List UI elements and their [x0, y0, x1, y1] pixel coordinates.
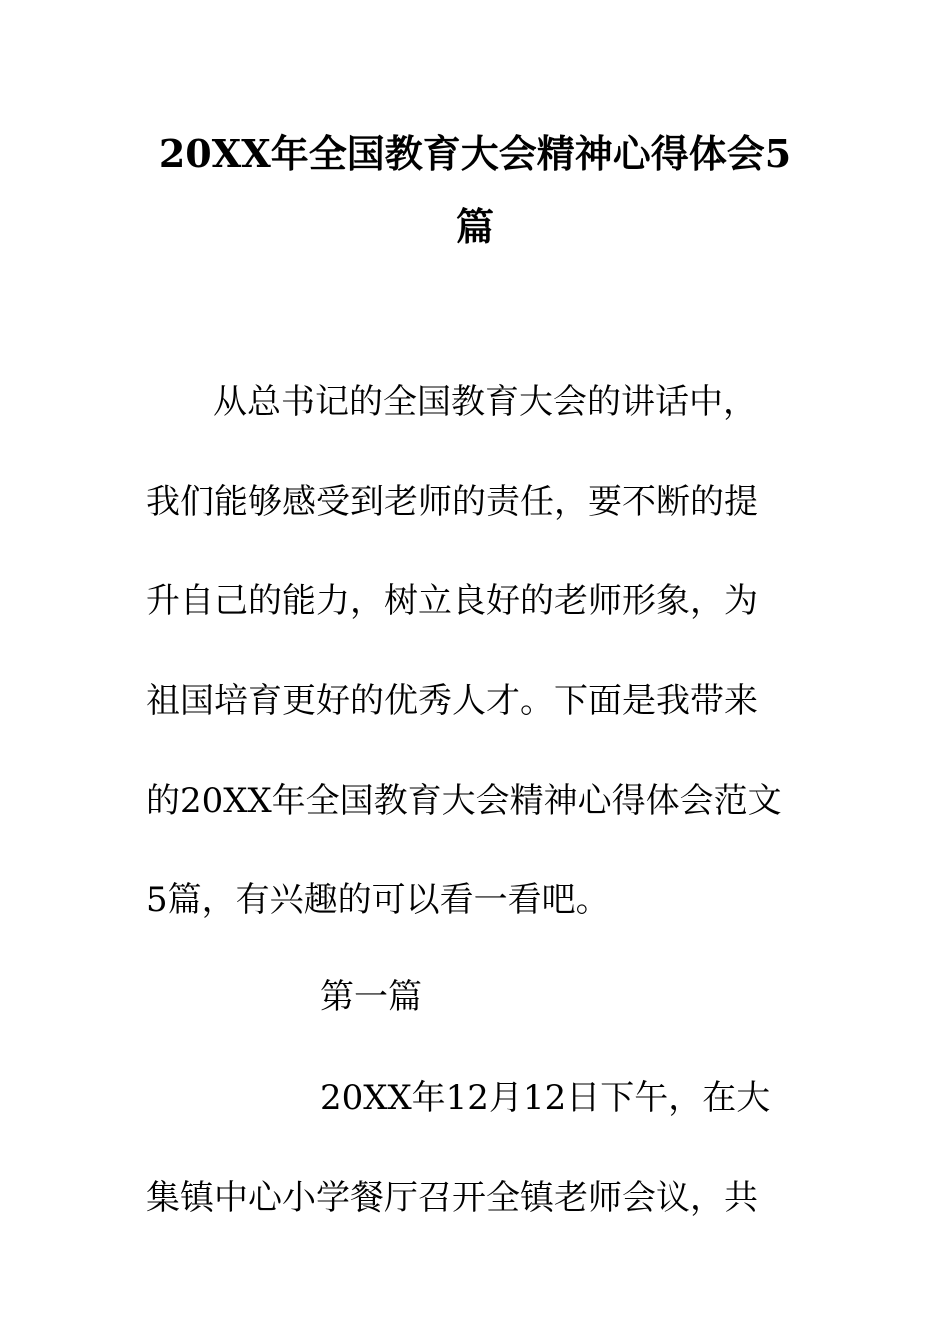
intro-line-6: 5篇，有兴趣的可以看一看吧。 — [146, 880, 610, 920]
intro-line-3: 升自己的能力，树立良好的老师形象，为 — [146, 581, 758, 621]
document-title-line-2: 篇 — [455, 204, 494, 249]
section-body-line-1: 20XX年12月12日下午，在大 — [320, 1078, 771, 1118]
intro-line-5: 的20XX年全国教育大会精神心得体会范文 — [146, 781, 782, 821]
intro-line-2: 我们能够感受到老师的责任，要不断的提 — [146, 482, 758, 522]
intro-line-1: 从总书记的全国教育大会的讲话中， — [213, 382, 757, 422]
document-title-line-1: 20XX年全国教育大会精神心得体会5 — [158, 131, 792, 176]
section-body-line-2: 集镇中心小学餐厅召开全镇老师会议，共 — [146, 1178, 758, 1218]
intro-line-4: 祖国培育更好的优秀人才。下面是我带来 — [146, 681, 758, 721]
section-heading: 第一篇 — [320, 977, 422, 1017]
